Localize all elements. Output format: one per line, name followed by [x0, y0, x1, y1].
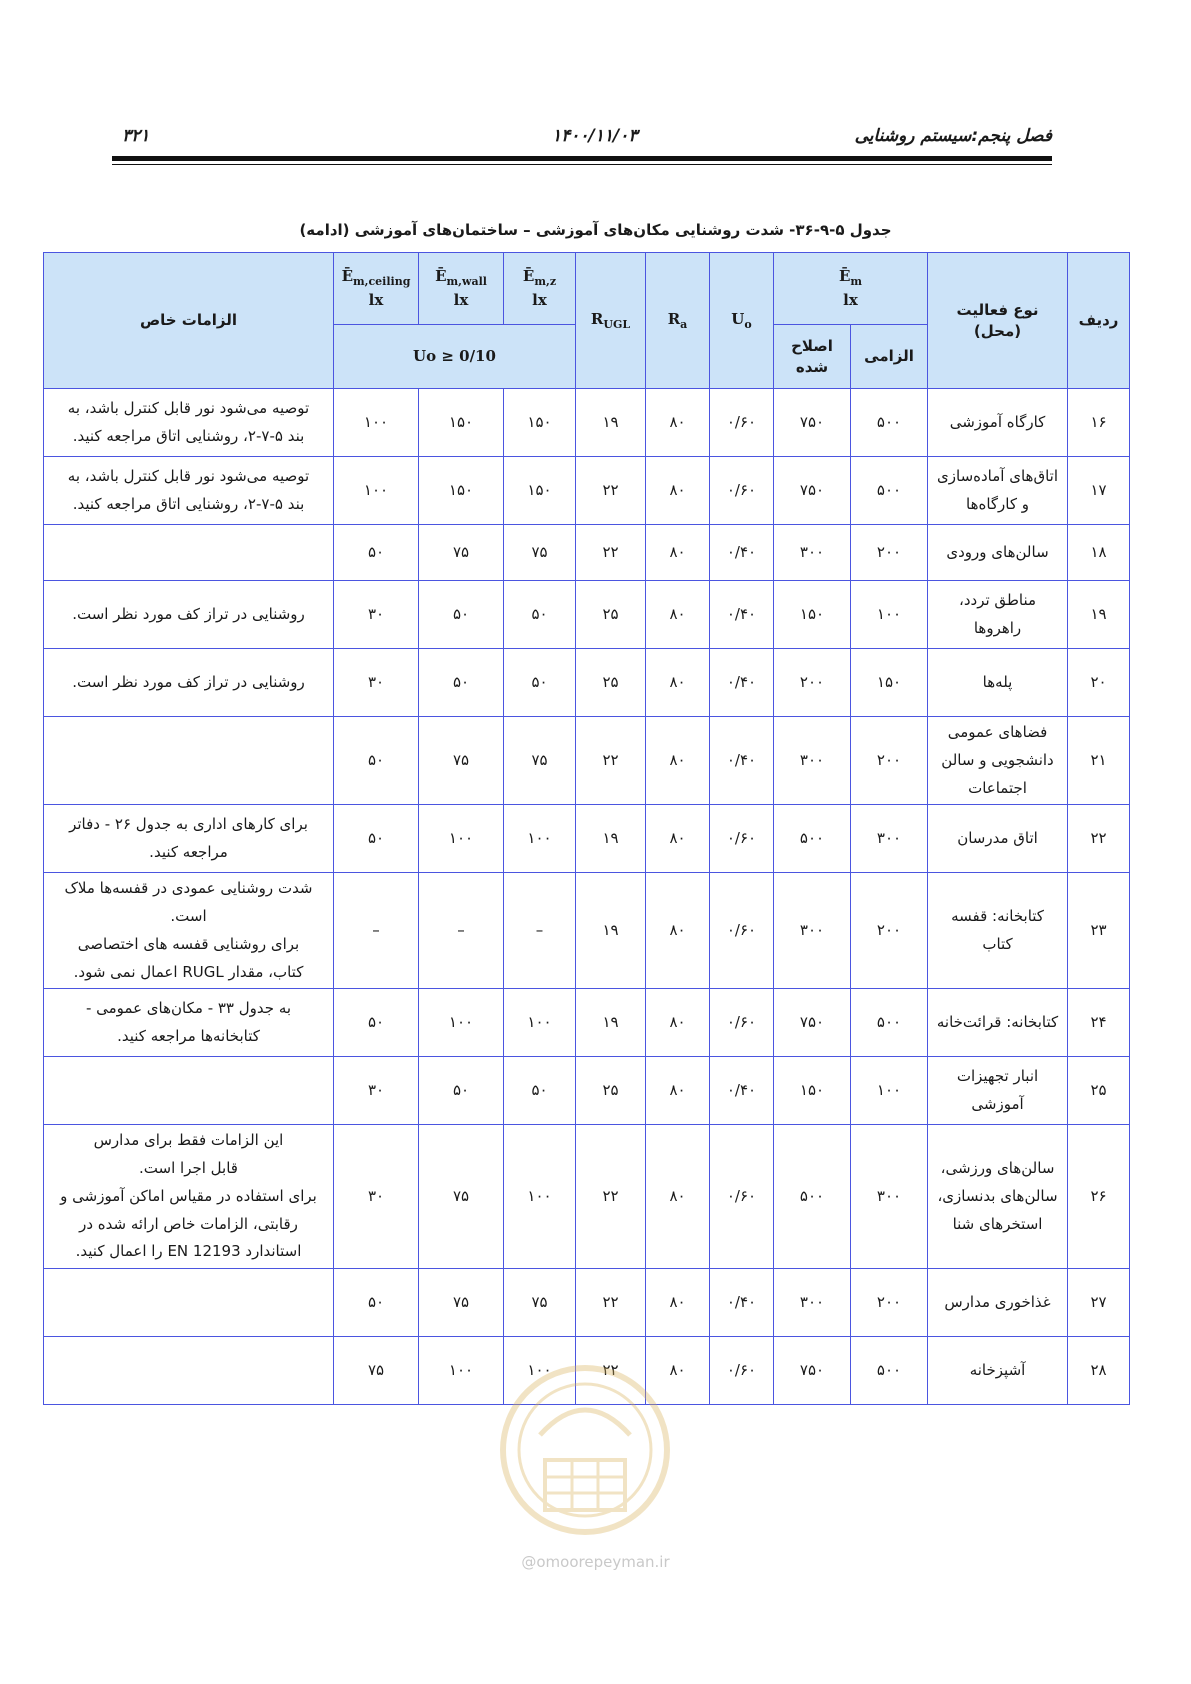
cell-activity [928, 1125, 1068, 1269]
cell-requirements-line: کتاب، مقدار RUGL اعمال نمی شود. [73, 962, 304, 981]
illuminance-table [43, 252, 1130, 1405]
activity-header-sub: (محل) [973, 321, 1022, 340]
cell-emceiling: ۵۰ [334, 525, 419, 581]
cell-requirements-line: مراجعه کنید. [149, 842, 228, 861]
cell-requirements-line: است. [170, 907, 207, 925]
table-row [44, 1337, 1130, 1405]
cell-emceiling: ۷۵ [334, 1337, 419, 1405]
header-rule-thin [112, 164, 1052, 165]
cell-uo: ۰/۶۰ [710, 989, 774, 1057]
cell-emceiling: ۳۰ [334, 649, 419, 717]
uo-condition: Uo ≥ 0/10 [334, 325, 576, 389]
cell-requirements-line: این الزامات فقط برای مدارس [93, 1131, 284, 1150]
cell-row-number: ۱۷ [1068, 457, 1130, 525]
cell-row-number: ۲۳ [1068, 873, 1130, 989]
page-header [112, 122, 1052, 152]
cell-ra: ۸۰ [646, 873, 710, 989]
cell-ra: ۸۰ [646, 1269, 710, 1337]
cell-em-modified: ۳۰۰ [774, 717, 851, 805]
cell-activity [928, 717, 1068, 805]
cell-rugl: ۲۲ [576, 1269, 646, 1337]
cell-activity [928, 805, 1068, 873]
cell-em-modified: ۲۰۰ [774, 649, 851, 717]
cell-activity [928, 389, 1068, 457]
cell-em-mandatory: ۲۰۰ [851, 1269, 928, 1337]
cell-requirements-line: به جدول ۳۳ - مکان‌های عمومی - [85, 999, 292, 1017]
cell-activity-line: اتاق مدرسان [957, 828, 1038, 847]
cell-uo: ۰/۴۰ [710, 1269, 774, 1337]
table-row [44, 989, 1130, 1057]
table-row [44, 457, 1130, 525]
table-row [44, 1269, 1130, 1337]
cell-em-mandatory: ۵۰۰ [851, 389, 928, 457]
cell-activity [928, 581, 1068, 649]
cell-rugl: ۲۲ [576, 1125, 646, 1269]
cell-emwall: ۷۵ [419, 525, 504, 581]
table-title: جدول ۵-۹-۳۶- شدت روشنایی مکان‌های آموزشی – ساختمان‌های آموزشی (ادامه) [299, 221, 892, 239]
cell-uo: ۰/۶۰ [710, 389, 774, 457]
cell-activity [928, 989, 1068, 1057]
cell-em-mandatory: ۳۰۰ [851, 805, 928, 873]
cell-activity [928, 525, 1068, 581]
cell-em-modified: ۳۰۰ [774, 1269, 851, 1337]
table-row [44, 717, 1130, 805]
cell-emceiling: – [334, 873, 419, 989]
cell-emceiling: ۱۰۰ [334, 389, 419, 457]
cell-activity-line: سالن‌های بدنسازی، [937, 1186, 1058, 1205]
cell-rugl: ۱۹ [576, 805, 646, 873]
cell-ra: ۸۰ [646, 1125, 710, 1269]
cell-row-number: ۱۶ [1068, 389, 1130, 457]
cell-requirements [44, 717, 334, 805]
cell-emz: ۱۰۰ [504, 805, 576, 873]
cell-emwall: ۱۵۰ [419, 457, 504, 525]
cell-activity-line: راهروها [973, 618, 1022, 637]
cell-ra: ۸۰ [646, 457, 710, 525]
col-header-em-modified: اصلاح شده [774, 325, 851, 389]
table-row [44, 389, 1130, 457]
table-row [44, 1125, 1130, 1269]
cell-uo: ۰/۶۰ [710, 873, 774, 989]
cell-requirements [44, 389, 334, 457]
cell-activity-line: کتابخانه: قفسه [951, 907, 1044, 925]
cell-emwall: – [419, 873, 504, 989]
cell-emz: ۷۵ [504, 717, 576, 805]
cell-requirements-line: برای کارهای اداری به جدول ۲۶ - دفاتر [69, 815, 308, 833]
cell-emwall: ۷۵ [419, 717, 504, 805]
cell-emwall: ۱۰۰ [419, 1337, 504, 1405]
cell-em-modified: ۷۵۰ [774, 1337, 851, 1405]
cell-em-modified: ۵۰۰ [774, 805, 851, 873]
table-row [44, 805, 1130, 873]
cell-emwall: ۱۰۰ [419, 805, 504, 873]
cell-activity-line: کتاب [982, 934, 1013, 953]
cell-emceiling: ۳۰ [334, 1125, 419, 1269]
col-header-emceiling: $Ē_{m,ceiling}$ lx [334, 253, 419, 325]
cell-emwall: ۱۰۰ [419, 989, 504, 1057]
cell-emz: ۵۰ [504, 649, 576, 717]
em-unit: lx [843, 291, 858, 310]
cell-rugl: ۱۹ [576, 389, 646, 457]
cell-activity [928, 1337, 1068, 1405]
cell-em-mandatory: ۵۰۰ [851, 457, 928, 525]
cell-activity-line: دانشجویی و سالن [941, 750, 1054, 769]
table-body [44, 389, 1130, 1405]
cell-emz: ۷۵ [504, 1269, 576, 1337]
table-row [44, 525, 1130, 581]
cell-requirements [44, 649, 334, 717]
cell-row-number: ۲۵ [1068, 1057, 1130, 1125]
cell-requirements-line: توصیه می‌شود نور قابل کنترل باشد، به [67, 398, 310, 417]
activity-header-label: نوع فعالیت [956, 301, 1039, 320]
cell-uo: ۰/۶۰ [710, 805, 774, 873]
cell-em-mandatory: ۵۰۰ [851, 989, 928, 1057]
cell-requirements [44, 457, 334, 525]
cell-row-number: ۲۰ [1068, 649, 1130, 717]
col-header-em: $Ē_m$ lx [774, 253, 928, 325]
table-row [44, 1057, 1130, 1125]
cell-em-mandatory: ۱۵۰ [851, 649, 928, 717]
cell-uo: ۰/۴۰ [710, 581, 774, 649]
cell-uo: ۰/۴۰ [710, 525, 774, 581]
cell-rugl: ۲۲ [576, 717, 646, 805]
cell-em-mandatory: ۳۰۰ [851, 1125, 928, 1269]
cell-emceiling: ۵۰ [334, 989, 419, 1057]
cell-requirements [44, 1337, 334, 1405]
cell-em-mandatory: ۲۰۰ [851, 717, 928, 805]
cell-requirements-line: استاندارد EN 12193 را اعمال کنید. [75, 1242, 302, 1261]
cell-emz: ۱۰۰ [504, 1337, 576, 1405]
col-header-uo: $U_o$ [710, 253, 774, 389]
cell-em-modified: ۳۰۰ [774, 525, 851, 581]
cell-activity-line: غذاخوری مدارس [944, 1292, 1051, 1311]
cell-emz: ۱۵۰ [504, 389, 576, 457]
cell-row-number: ۲۸ [1068, 1337, 1130, 1405]
cell-emz: ۱۵۰ [504, 457, 576, 525]
cell-activity-line: انبار تجهیزات [956, 1067, 1039, 1085]
cell-emwall: ۵۰ [419, 649, 504, 717]
cell-ra: ۸۰ [646, 1057, 710, 1125]
cell-requirements-line: توصیه می‌شود نور قابل کنترل باشد، به [67, 466, 310, 485]
cell-requirements-line: روشنایی در تراز کف مورد نظر است. [72, 604, 305, 623]
cell-requirements-line: روشنایی در تراز کف مورد نظر است. [72, 672, 305, 691]
cell-em-mandatory: ۱۰۰ [851, 581, 928, 649]
cell-emz: ۵۰ [504, 581, 576, 649]
watermark-url: @omoorepeyman.ir [521, 1553, 670, 1571]
cell-ra: ۸۰ [646, 805, 710, 873]
cell-activity [928, 1269, 1068, 1337]
cell-rugl: ۲۲ [576, 525, 646, 581]
cell-requirements [44, 873, 334, 989]
cell-emwall: ۵۰ [419, 1057, 504, 1125]
cell-emwall: ۷۵ [419, 1269, 504, 1337]
cell-requirements-line: شدت روشنایی عمودی در قفسه‌ها ملاک [64, 879, 313, 898]
cell-em-modified: ۳۰۰ [774, 873, 851, 989]
col-header-emwall: $Ē_{m,wall}$ lx [419, 253, 504, 325]
cell-activity-line: آموزشی [971, 1094, 1024, 1113]
cell-activity-line: مناطق تردد، [959, 590, 1037, 609]
cell-rugl: ۲۵ [576, 581, 646, 649]
cell-activity-line: استخرهای شنا [952, 1214, 1043, 1233]
cell-activity-line: و کارگاه‌ها [966, 494, 1030, 513]
page-date: ۱۴۰۰/۱۱/۰۳ [552, 126, 638, 146]
cell-em-mandatory: ۲۰۰ [851, 525, 928, 581]
cell-activity [928, 457, 1068, 525]
header-rule-thick [112, 156, 1052, 161]
cell-ra: ۸۰ [646, 989, 710, 1057]
cell-em-mandatory: ۵۰۰ [851, 1337, 928, 1405]
cell-emwall: ۷۵ [419, 1125, 504, 1269]
cell-emz: ۱۰۰ [504, 989, 576, 1057]
cell-activity-line: سالن‌های ورزشی، [940, 1159, 1055, 1177]
cell-uo: ۰/۶۰ [710, 457, 774, 525]
cell-rugl: ۲۵ [576, 1057, 646, 1125]
cell-row-number: ۲۷ [1068, 1269, 1130, 1337]
cell-em-modified: ۷۵۰ [774, 389, 851, 457]
cell-requirements [44, 1057, 334, 1125]
cell-ra: ۸۰ [646, 581, 710, 649]
cell-requirements [44, 581, 334, 649]
cell-uo: ۰/۶۰ [710, 1125, 774, 1269]
col-header-rugl: $R_{UGL}$ [576, 253, 646, 389]
cell-emz: ۵۰ [504, 1057, 576, 1125]
chapter-title: فصل پنجم:سیستم روشنایی [854, 126, 1052, 146]
cell-uo: ۰/۶۰ [710, 1337, 774, 1405]
cell-ra: ۸۰ [646, 1337, 710, 1405]
cell-activity [928, 649, 1068, 717]
cell-row-number: ۱۹ [1068, 581, 1130, 649]
cell-requirements-line: بند ۵-۷-۲، روشنایی اتاق مراجعه کنید. [72, 426, 305, 445]
cell-requirements [44, 805, 334, 873]
cell-emceiling: ۱۰۰ [334, 457, 419, 525]
cell-activity-line: اتاق‌های آماده‌سازی [937, 466, 1058, 485]
cell-em-modified: ۷۵۰ [774, 989, 851, 1057]
cell-activity-line: کتابخانه: قرائت‌خانه [936, 1012, 1059, 1031]
page-number: ۳۲۱ [122, 126, 150, 146]
cell-em-modified: ۱۵۰ [774, 1057, 851, 1125]
cell-emceiling: ۳۰ [334, 1057, 419, 1125]
cell-activity-line: آشپزخانه [969, 1360, 1026, 1379]
cell-activity-line: کارگاه آموزشی [949, 412, 1046, 431]
cell-requirements [44, 1125, 334, 1269]
cell-rugl: ۱۹ [576, 873, 646, 989]
cell-ra: ۸۰ [646, 649, 710, 717]
cell-requirements [44, 1269, 334, 1337]
cell-uo: ۰/۴۰ [710, 649, 774, 717]
cell-rugl: ۲۲ [576, 457, 646, 525]
cell-row-number: ۱۸ [1068, 525, 1130, 581]
cell-em-mandatory: ۱۰۰ [851, 1057, 928, 1125]
cell-em-modified: ۵۰۰ [774, 1125, 851, 1269]
cell-row-number: ۲۲ [1068, 805, 1130, 873]
table-row [44, 649, 1130, 717]
cell-requirements-line: قابل اجرا است. [139, 1159, 238, 1177]
cell-ra: ۸۰ [646, 525, 710, 581]
cell-emwall: ۱۵۰ [419, 389, 504, 457]
cell-ra: ۸۰ [646, 717, 710, 805]
cell-requirements-line: بند ۵-۷-۲، روشنایی اتاق مراجعه کنید. [72, 494, 305, 513]
col-header-emz: $Ē_{m,z}$ lx [504, 253, 576, 325]
cell-ra: ۸۰ [646, 389, 710, 457]
cell-requirements [44, 525, 334, 581]
table-row [44, 873, 1130, 989]
cell-emwall: ۵۰ [419, 581, 504, 649]
cell-em-modified: ۷۵۰ [774, 457, 851, 525]
col-header-row-number: ردیف [1068, 253, 1130, 389]
cell-requirements-line: برای استفاده در مقیاس اماکن آموزشی و [60, 1186, 317, 1205]
cell-row-number: ۲۴ [1068, 989, 1130, 1057]
cell-activity-line: سالن‌های ورودی [946, 542, 1049, 561]
cell-requirements [44, 989, 334, 1057]
cell-rugl: ۱۹ [576, 989, 646, 1057]
cell-em-modified: ۱۵۰ [774, 581, 851, 649]
cell-rugl: ۲۲ [576, 1337, 646, 1405]
cell-em-mandatory: ۲۰۰ [851, 873, 928, 989]
cell-emceiling: ۵۰ [334, 805, 419, 873]
cell-activity-line: فضاهای عمومی [947, 723, 1048, 741]
cell-requirements-line: کتابخانه‌ها مراجعه کنید. [117, 1026, 260, 1045]
table-row [44, 581, 1130, 649]
cell-activity [928, 873, 1068, 989]
col-header-requirements: الزامات خاص [44, 253, 334, 389]
cell-requirements-line: برای روشنایی قفسه های اختصاصی [77, 934, 300, 953]
cell-requirements-line: رقابتی، الزامات خاص ارائه شده در [79, 1214, 298, 1233]
cell-uo: ۰/۴۰ [710, 1057, 774, 1125]
cell-emz: ۱۰۰ [504, 1125, 576, 1269]
cell-activity-line: پله‌ها [982, 672, 1013, 691]
cell-emz: ۷۵ [504, 525, 576, 581]
col-header-activity [928, 253, 1068, 389]
cell-uo: ۰/۴۰ [710, 717, 774, 805]
cell-row-number: ۲۱ [1068, 717, 1130, 805]
cell-row-number: ۲۶ [1068, 1125, 1130, 1269]
cell-rugl: ۲۵ [576, 649, 646, 717]
cell-activity [928, 1057, 1068, 1125]
col-header-em-mandatory: الزامی [851, 325, 928, 389]
cell-activity-line: اجتماعات [968, 778, 1027, 797]
cell-emceiling: ۳۰ [334, 581, 419, 649]
cell-emceiling: ۵۰ [334, 717, 419, 805]
cell-emz: – [504, 873, 576, 989]
col-header-ra: $R_a$ [646, 253, 710, 389]
cell-emceiling: ۵۰ [334, 1269, 419, 1337]
